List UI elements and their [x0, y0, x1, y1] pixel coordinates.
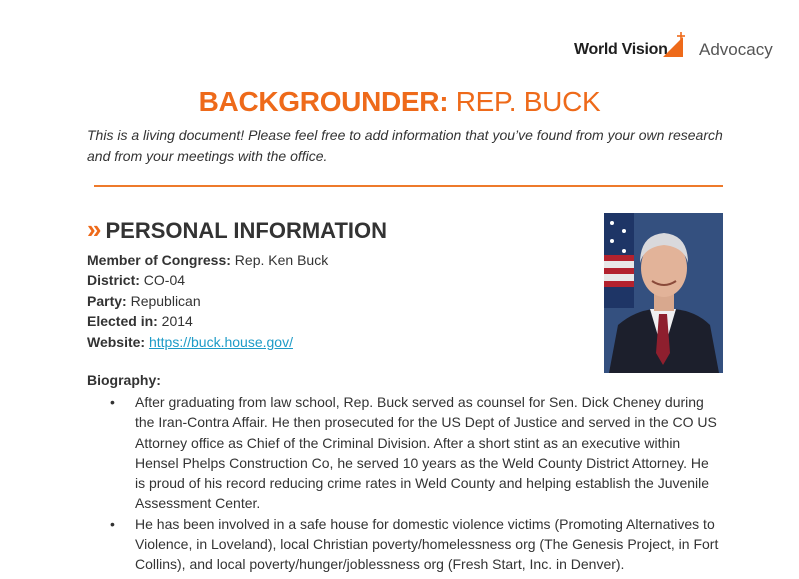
biography-list: [110, 392, 720, 575]
biography-item-text: After graduating from law school, Rep. Buck served as counsel for Sen. Dick Cheney during the Iran-Contra Affair. He then prosecuted for the US Dept of Justice and served in the CO US Attorney office as Chief of the Criminal Division. After a short stint as an executive within Hensel Phelps Construction Co, he served 10 years as the Weld County District Attorney. He is proud of his record reducing crime rates in Weld County and helping establish the Juvenile Assessment Center.: [135, 394, 717, 512]
field-district: [87, 270, 328, 290]
logo-unit: Advocacy: [699, 40, 773, 59]
bullet-icon: •: [110, 515, 115, 532]
intro-note: This is a living document! Please feel free to add information that you’ve found from your own research and from your meetings with the office.: [87, 127, 723, 164]
header-divider: [94, 185, 723, 187]
section-title: [87, 214, 387, 245]
biography-item-text: He has been involved in a safe house for domestic violence victims (Promoting Alternatives to Violence, in Loveland), local Christian poverty/homelessness org (The Genesis Project, in Fort Collins), and local poverty/hunger/joblessness org (Fresh Start, Inc. in Denver).: [135, 515, 719, 573]
field-elected: [87, 311, 328, 331]
field-label: Website:: [87, 333, 146, 350]
field-value: Republican: [126, 292, 201, 309]
page-title: [0, 86, 799, 118]
chevron-icon: »: [87, 214, 102, 244]
world-vision-advocacy-logo: [573, 31, 773, 65]
list-item: [110, 392, 720, 514]
personal-info-fields: [87, 250, 328, 352]
portrait-image: [604, 213, 723, 373]
field-party: [87, 291, 328, 311]
list-item: [110, 514, 720, 575]
field-label: Elected in:: [87, 313, 158, 330]
field-label: District:: [87, 272, 140, 289]
page-title-bold: BACKGROUNDER:: [198, 86, 449, 117]
page-title-rest: REP. BUCK: [448, 86, 601, 117]
biography-label: Biography:: [87, 372, 161, 388]
field-member: [87, 250, 328, 270]
field-label: Party:: [87, 292, 127, 309]
field-value: 2014: [157, 313, 193, 330]
field-value: Rep. Ken Buck: [230, 252, 329, 268]
field-label: Member of Congress:: [87, 252, 231, 268]
logo-brand: World Vision: [574, 41, 668, 58]
representative-photo: [604, 213, 723, 373]
field-value: CO-04: [139, 272, 186, 289]
world-vision-star-icon: [659, 31, 689, 57]
section-title-text: PERSONAL INFORMATION: [105, 218, 387, 243]
field-website: [87, 332, 328, 352]
website-link[interactable]: https://buck.house.gov/: [148, 333, 293, 350]
bullet-icon: •: [110, 394, 115, 410]
